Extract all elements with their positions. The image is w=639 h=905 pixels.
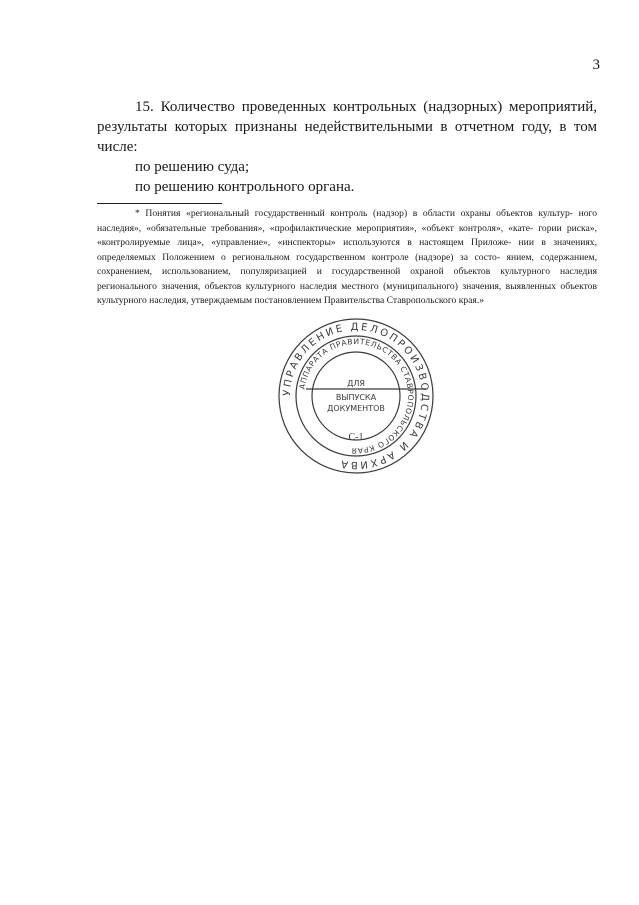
sub-item-control-body: по решению контрольного органа.: [135, 179, 355, 195]
page-number: 3: [592, 57, 600, 73]
footnote-line-3: гории риска», «контролируемые лица», «управление», «инспекторы» используются в настоящем Приложе-: [97, 222, 597, 248]
seal-center-line-1: ДЛЯ: [347, 379, 365, 388]
paragraph-15-line-3: числе:: [97, 139, 138, 155]
footnote-line-5: янием, содержанием, сохранением, использованием, популяризацией и государственной охраной объектов: [97, 251, 598, 277]
footnote-line-8: Ставропольского края.»: [386, 295, 485, 306]
footnote-line-2: ного наследия», «обязательные требования», «профилактические мероприятия», «объект контроля», «кате-: [97, 208, 598, 234]
official-seal-stamp: [276, 316, 436, 476]
paragraph-15-line-1: 15. Количество проведенных контрольных (надзорных) мероприятий,: [135, 99, 597, 115]
footnote: [97, 207, 597, 309]
seal-inner-ring-text: АППАРАТА ПРАВИТЕЛЬСТВА СТАВРОПОЛЬСКОГО КРАЯ: [297, 336, 416, 456]
seal-graphic: [276, 316, 436, 476]
seal-outer-ring-text: УПРАВЛЕНИЕ ДЕЛОПРОИЗВОДСТВА И АРХИВА: [281, 321, 431, 471]
sub-item-court: по решению суда;: [135, 159, 250, 175]
footnote-text: [97, 207, 597, 309]
seal-center-line-2: ВЫПУСКА: [335, 393, 377, 402]
paragraph-15: [97, 97, 597, 157]
footnote-line-6: культурного наследия регионального значения, объектов культурного наследия местного (муниципального): [97, 266, 597, 292]
seal-code: С-1: [348, 432, 364, 443]
footnote-line-4: нии в значениях, определяемых Положением о региональном государственном контроле (надзоре) за состо-: [97, 237, 597, 263]
footnote-line-7: значения, выявленных объектов культурного наследия, утверждаемым постановлением Правительства: [97, 280, 597, 306]
footnote-line-1: * Понятия «региональный государственный контроль (надзор) в области охраны объектов культур-: [135, 208, 573, 219]
seal-center-line-3: ДОКУМЕНТОВ: [327, 404, 385, 413]
paragraph-15-line-2: результаты которых признаны недействительными в отчетном году, в том: [97, 119, 597, 135]
footnote-rule: [97, 203, 222, 204]
body-text: [97, 97, 597, 197]
